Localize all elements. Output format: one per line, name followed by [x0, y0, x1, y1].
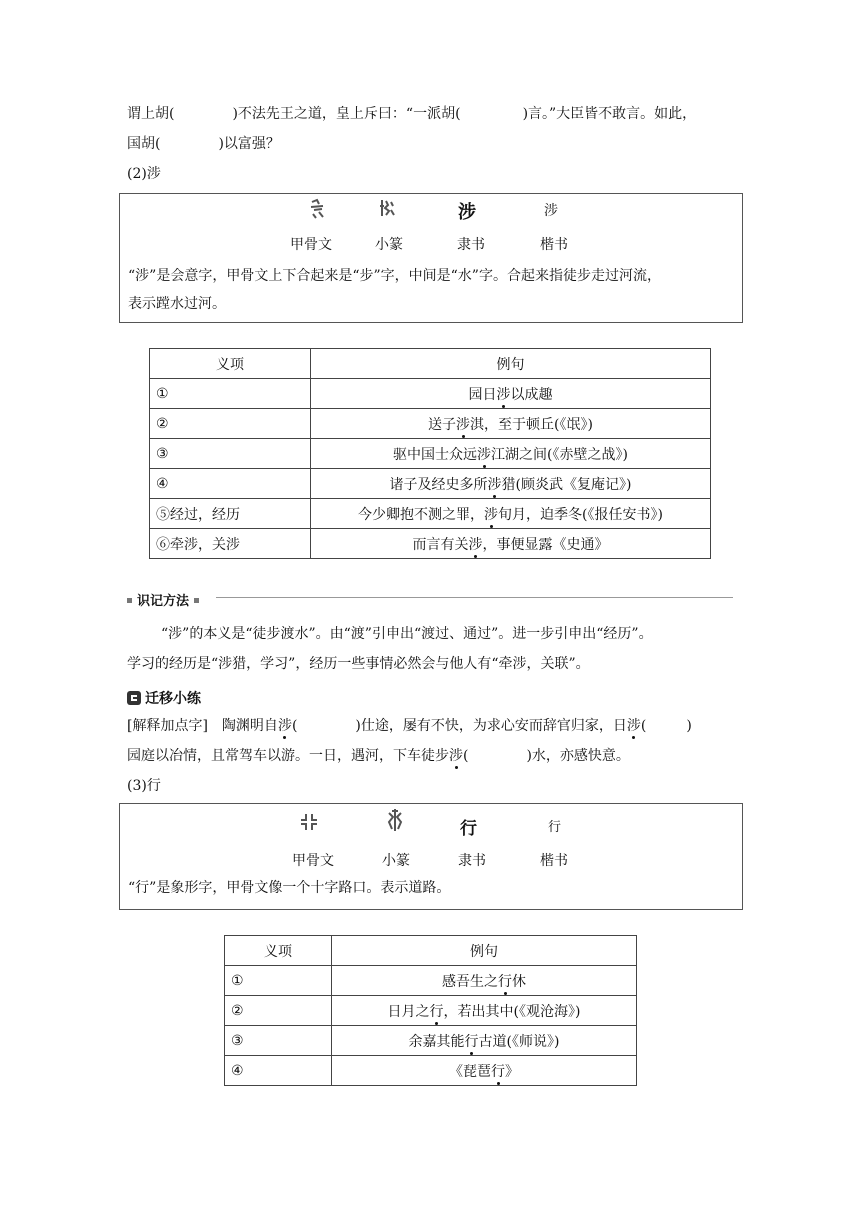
meaning-table-xing — [224, 935, 637, 1086]
practice-icon — [127, 691, 141, 705]
table-row — [150, 409, 711, 439]
example-cell: 今少卿抱不测之罪，涉旬月，迫季冬(《报任安书》) — [311, 499, 711, 529]
header-example: 例句 — [311, 349, 711, 379]
example-cell: 余嘉其能行古道(《师说》) — [332, 1026, 637, 1056]
section-divider — [216, 597, 733, 598]
dotted-char: 行 — [498, 973, 512, 990]
dotted-char: 行 — [491, 1063, 505, 1080]
description-line: “涉”是会意字，甲骨文上下合起来是“步”字，中间是“水”字。合起来指徒步走过河流， — [128, 268, 661, 284]
meaning-cell: ④ — [150, 469, 311, 499]
memory-method-title: 识记方法 — [137, 594, 190, 609]
label-seal: 小篆 — [382, 853, 410, 869]
meaning-table-she — [149, 348, 711, 559]
clerical-script-glyph: 行 — [460, 819, 477, 839]
practice-line-1: [解释加点字] 陶渊明自涉( )仕途，屡有不快，为求心安而辞官归家，日涉( ) — [127, 718, 692, 734]
meaning-cell: ③ — [225, 1026, 332, 1056]
header-meaning: 义项 — [150, 349, 311, 379]
intro-text: )以富强？ — [218, 136, 280, 152]
header-meaning: 义项 — [225, 936, 332, 966]
table-row — [225, 966, 637, 996]
square-bullet-icon — [127, 598, 132, 603]
practice-title: 迁移小练 — [145, 691, 201, 707]
dotted-char: 涉 — [626, 718, 641, 734]
example-cell: 驱中国士众远涉江湖之间(《赤壁之战》) — [311, 439, 711, 469]
dotted-char: 涉 — [477, 446, 492, 463]
table-row — [225, 1056, 637, 1086]
oracle-bone-glyph-icon — [307, 198, 329, 220]
dotted-char: 涉 — [496, 386, 511, 403]
practice-heading — [127, 688, 201, 708]
clerical-script-glyph: 涉 — [458, 202, 476, 223]
memory-text-line: 学习的经历是“涉猎，学习”，经历一些事情必然会与他人有“牵涉，关联”。 — [127, 656, 590, 672]
label-regular: 楷书 — [540, 853, 568, 869]
example-cell: 感吾生之行休 — [332, 966, 637, 996]
meaning-cell: ① — [150, 379, 311, 409]
dotted-char: 涉 — [468, 536, 483, 553]
section-heading-she: (2)涉 — [127, 166, 161, 182]
label-oracle: 甲骨文 — [290, 237, 332, 253]
dotted-char: 涉 — [484, 506, 499, 523]
meaning-cell: ③ — [150, 439, 311, 469]
example-cell: 诸子及经史多所涉猎(顾炎武《复庵记》) — [311, 469, 711, 499]
dotted-char: 行 — [464, 1033, 479, 1050]
meaning-cell: ⑤经过，经历 — [150, 499, 311, 529]
example-cell: 而言有关涉，事便显露《史通》 — [311, 529, 711, 559]
table-header-row — [150, 349, 711, 379]
label-clerical: 隶书 — [457, 237, 485, 253]
character-description — [128, 262, 661, 318]
label-seal: 小篆 — [375, 237, 403, 253]
character-box-she — [119, 193, 743, 323]
label-regular: 楷书 — [540, 237, 568, 253]
intro-text: 国胡( — [127, 136, 161, 152]
section-heading-xing: (3)行 — [127, 778, 161, 794]
intro-line-1 — [127, 104, 696, 124]
meaning-cell: ② — [225, 996, 332, 1026]
memory-method-heading — [127, 590, 204, 609]
intro-text: )不法先王之道，皇上斥曰：“一派胡( — [232, 106, 461, 122]
example-cell: 送子涉淇，至于顿丘(《氓》) — [311, 409, 711, 439]
meaning-cell: ④ — [225, 1056, 332, 1086]
regular-script-glyph: 行 — [548, 820, 562, 835]
table-row — [225, 996, 637, 1026]
example-cell: 日月之行，若出其中(《观沧海》) — [332, 996, 637, 1026]
header-example: 例句 — [332, 936, 637, 966]
table-row — [150, 529, 711, 559]
label-oracle: 甲骨文 — [292, 853, 334, 869]
meaning-cell: ② — [150, 409, 311, 439]
table-header-row — [225, 936, 637, 966]
intro-line-2 — [127, 134, 280, 154]
dotted-char: 涉 — [449, 748, 463, 764]
table-row — [150, 499, 711, 529]
practice-line-2: 园庭以冶情，且常驾车以游。一日，遇河，下车徒步涉( )水，亦感快意。 — [127, 748, 630, 764]
oracle-bone-glyph-icon — [299, 812, 319, 832]
seal-script-glyph-icon — [376, 197, 398, 219]
meaning-cell: ① — [225, 966, 332, 996]
square-bullet-icon — [194, 598, 199, 603]
memory-text-line: “涉”的本义是“徒步渡水”。由“渡”引申出“渡过、通过”。进一步引申出“经历”。 — [161, 626, 653, 642]
regular-script-glyph: 涉 — [544, 203, 558, 219]
character-description: “行”是象形字，甲骨文像一个十字路口。表示道路。 — [128, 880, 451, 896]
seal-script-glyph-icon — [384, 807, 406, 833]
character-box-xing — [119, 803, 743, 910]
dotted-char: 涉 — [487, 476, 502, 493]
label-clerical: 隶书 — [458, 853, 486, 869]
table-row — [150, 379, 711, 409]
intro-text: 谓上胡( — [127, 106, 175, 122]
dotted-char: 涉 — [456, 416, 471, 433]
description-line: 表示蹚水过河。 — [128, 296, 226, 312]
table-row — [225, 1026, 637, 1056]
intro-text: )言。”大臣皆不敢言。如此， — [522, 106, 697, 122]
meaning-cell: ⑥牵涉，关涉 — [150, 529, 311, 559]
dotted-char: 涉 — [277, 718, 292, 734]
table-row — [150, 469, 711, 499]
dotted-char: 行 — [429, 1003, 444, 1020]
table-row — [150, 439, 711, 469]
example-cell: 园日涉以成趣 — [311, 379, 711, 409]
example-cell: 《琵琶行》 — [332, 1056, 637, 1086]
